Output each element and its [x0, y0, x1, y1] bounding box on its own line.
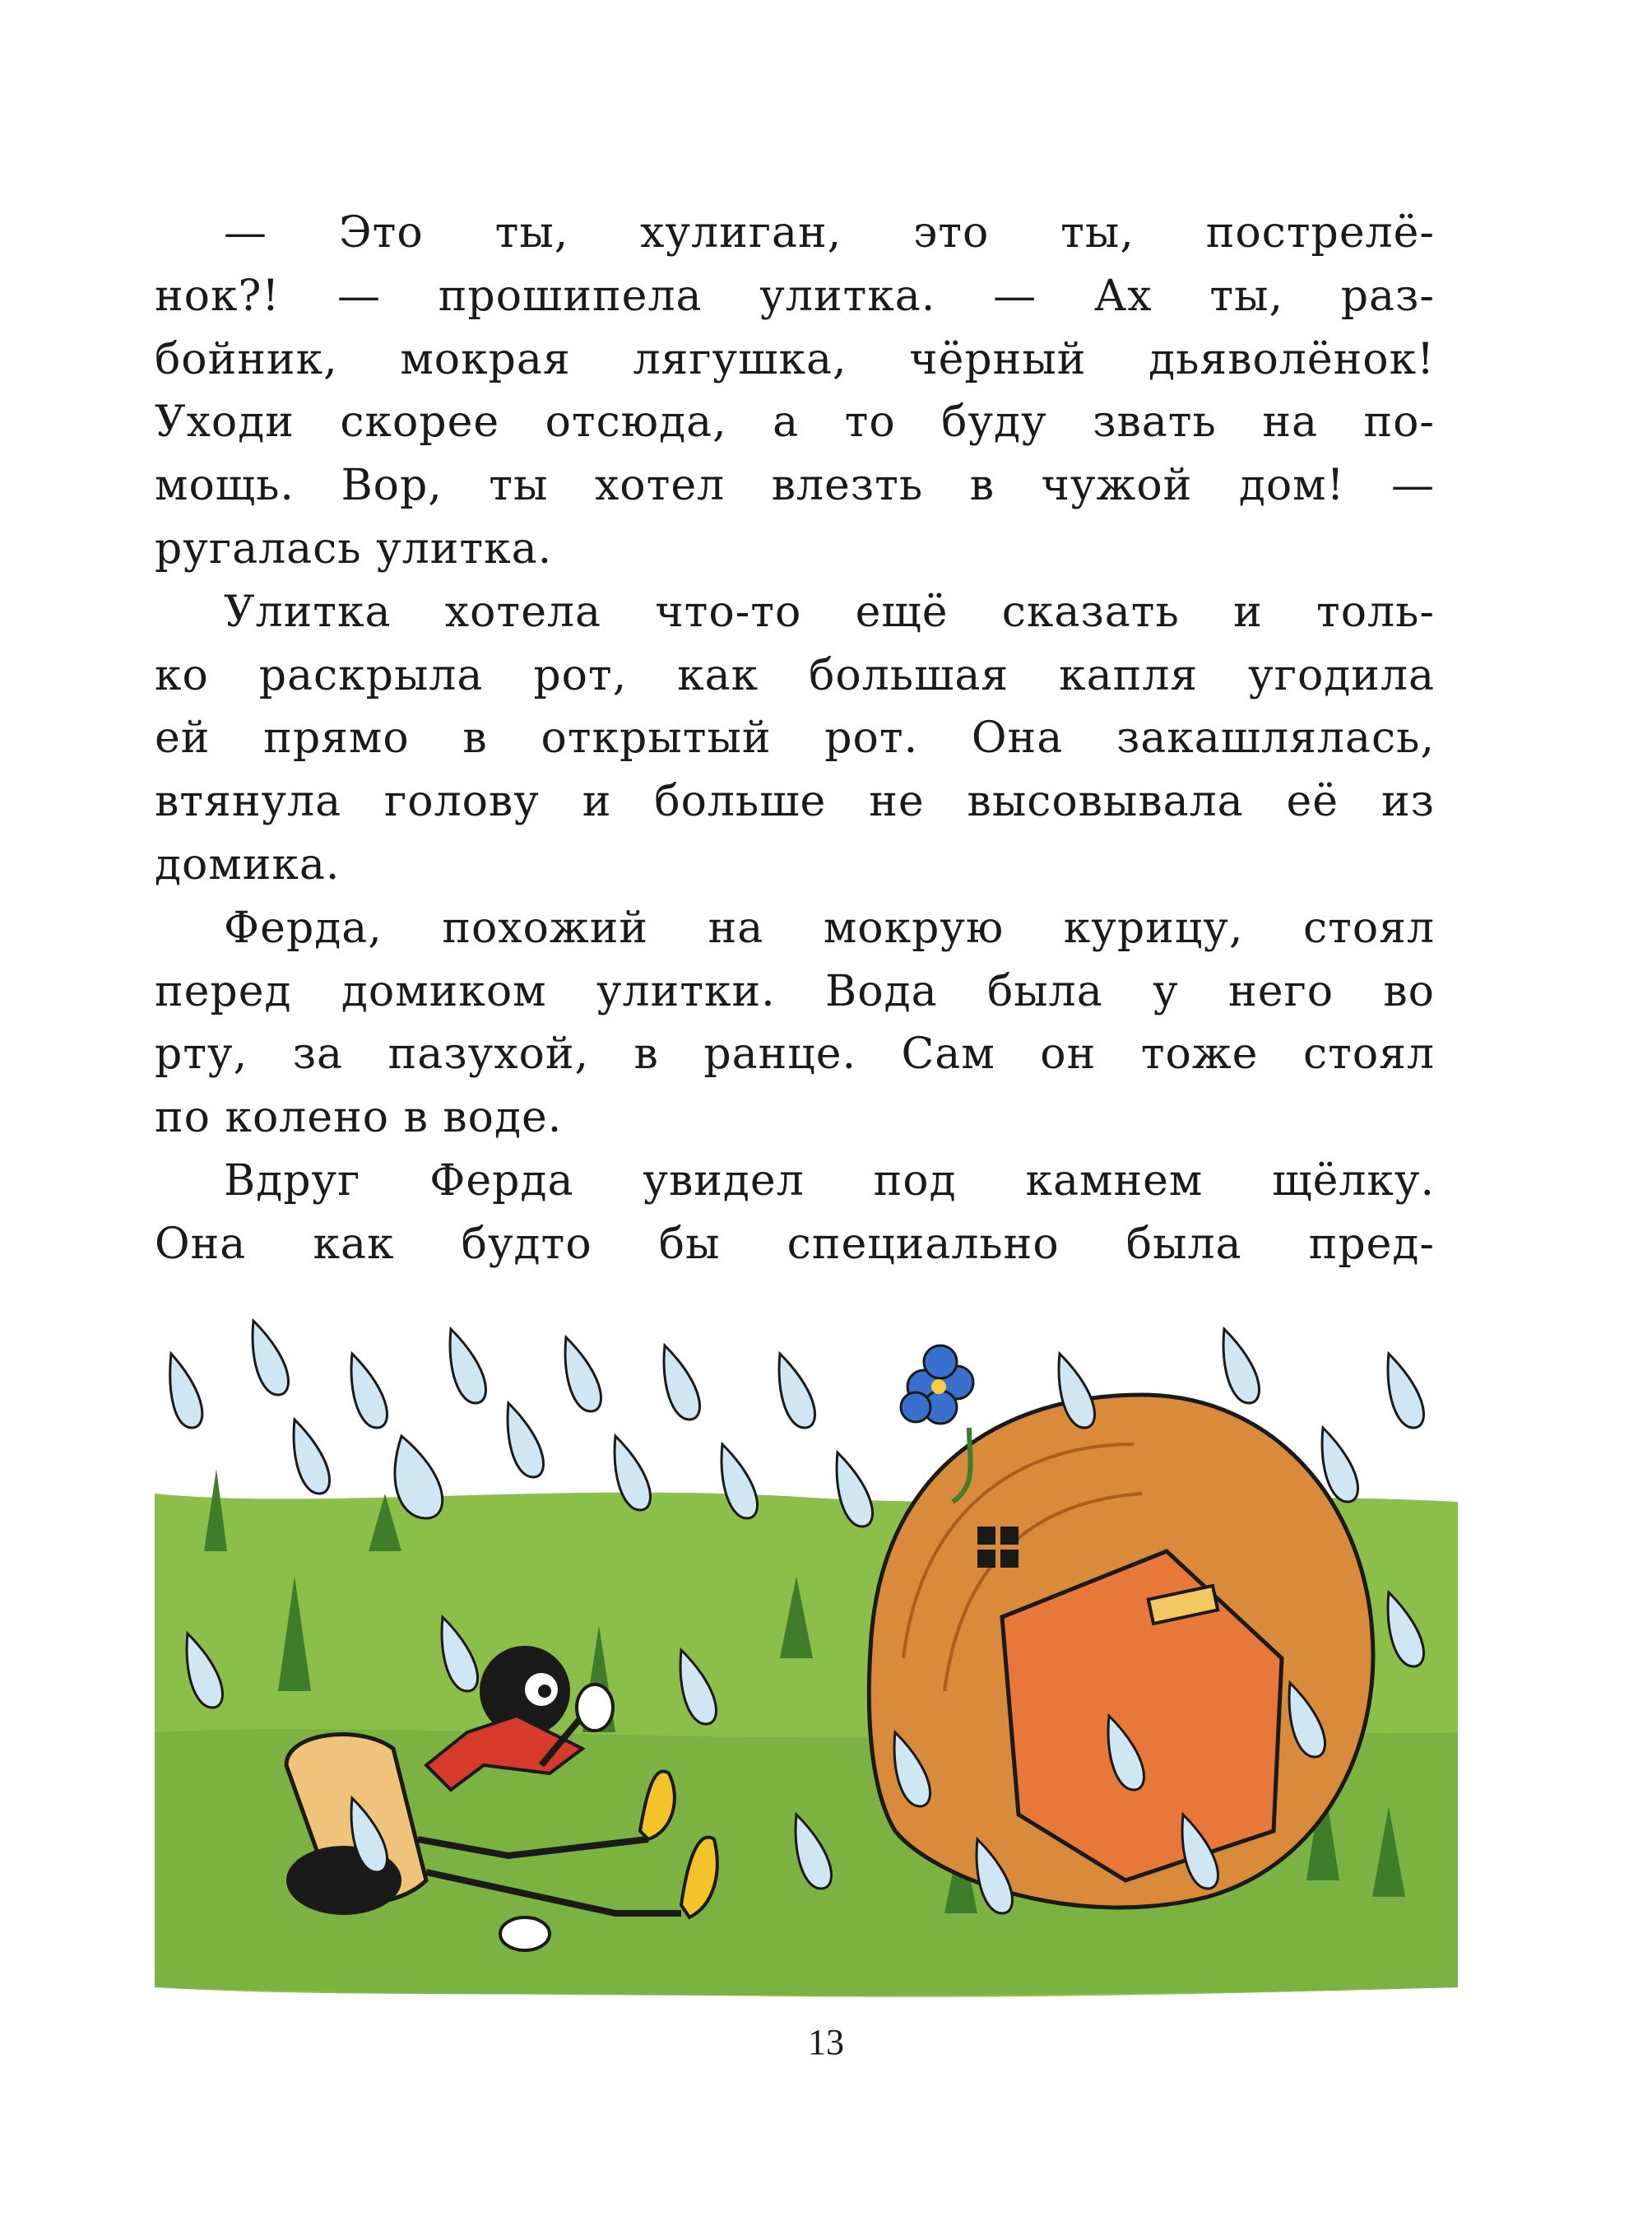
text-line: бойник, мокрая лягушка, чёрный дьяволёнок!	[155, 334, 1435, 384]
text-line: домика.	[155, 839, 341, 890]
snail-house	[869, 1345, 1373, 1908]
page-number: 13	[808, 2022, 844, 2062]
text-line: втянула голову и больше не высовывала её из	[155, 777, 1435, 827]
rain-snail-illustration	[155, 1304, 1458, 2004]
text-line: — Это ты, хулиган, это ты, пострелё-	[224, 208, 1435, 258]
body-text	[155, 202, 1435, 1276]
text-line: ругалась улитка.	[155, 523, 553, 574]
text-line: Она как будто бы специально была пред-	[155, 1219, 1435, 1269]
text-line: Улитка хотела что-то ещё сказать и толь-	[224, 587, 1435, 637]
text-line: Вдруг Ферда увидел под камнем щёлку.	[224, 1155, 1435, 1206]
text-line: мощь. Вор, ты хотел влезть в чужой дом! —	[155, 461, 1435, 511]
text-line: Ферда, похожий на мокрую курицу, стоял	[224, 903, 1435, 953]
text-line: нок?! — прошипела улитка. — Ах ты, раз-	[155, 271, 1435, 321]
text-line: рту, за пазухой, в ранце. Сам он тоже стоял	[155, 1029, 1435, 1080]
text-line: по колено в воде.	[155, 1093, 563, 1143]
text-line: ко раскрыла рот, как большая капля угодила	[155, 650, 1435, 700]
text-line: перед домиком улитки. Вода была у него во	[155, 966, 1435, 1016]
text-line: Уходи скорее отсюда, а то буду звать на по-	[155, 397, 1435, 448]
snail-window	[977, 1527, 1019, 1568]
text-line: ей прямо в открытый рот. Она закашлялась,	[155, 713, 1435, 764]
